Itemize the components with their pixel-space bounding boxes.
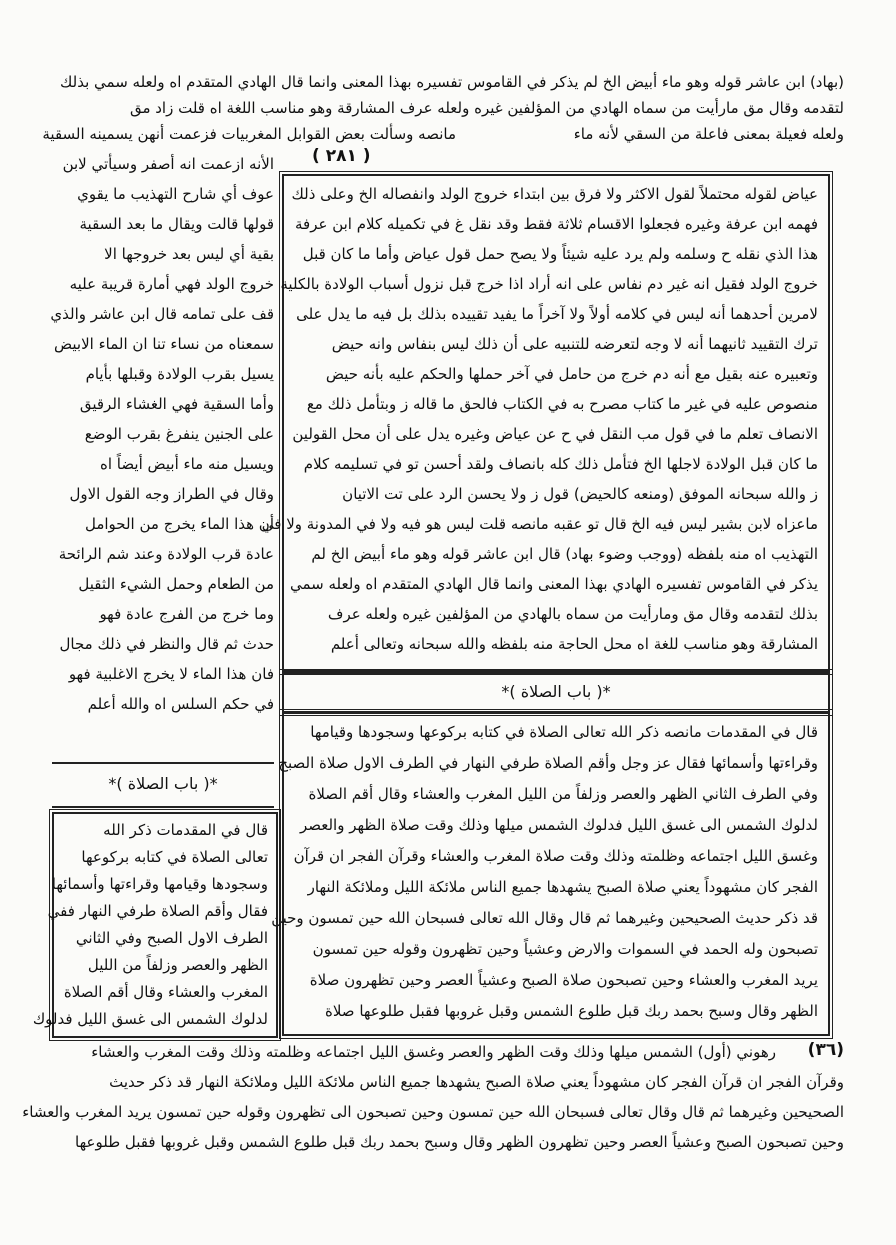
main-line: بذلك لتقدمه وقال مق ومارأيت من سماه بالهادي من المؤلفين غيره ولعله عرف (327, 605, 818, 623)
margin2-line: لدلوك الشمس الى غسق الليل فدلوك (32, 1010, 268, 1028)
margin-line: قف على تمامه قال ابن عاشر والذي (50, 305, 274, 323)
main-line: فهمه ابن عرفة وغيره فجعلوا الاقسام ثلاثة فقط وقد نقل غ في تكميله كلام ابن عرفة (295, 215, 818, 233)
top-line-4: ولعله فعيلة بمعنى فاعلة من السقي لأنه ماء (573, 125, 844, 143)
main-line: منصوص عليه في غير ما كتاب مصرح به في الكتاب فالحق ما قاله ز وبتأمل ذلك مع (306, 395, 818, 413)
margin2-line: فقال وأقم الصلاة طرفي النهار ففي (47, 902, 268, 920)
margin-line: عادة قرب الولادة وعند شم الرائحة (58, 545, 274, 563)
margin-line: قولها قالت ويقال ما بعد السقية (79, 215, 274, 233)
main2-line: الفجر كان مشهوداً يعني صلاة الصبح يشهدها جميع الناس ملائكة الليل وملائكة النهار (307, 878, 818, 896)
main-line: المشارقة وهو مناسب للغة اه محل الحاجة منه بلفظه والله سبحانه وتعالى أعلم (330, 635, 818, 653)
main-text-frame (271, 712, 830, 1036)
main-line: هذا الذي نقله ح وسلمه ولم يرد عليه شيئاً ولا يصح حمل قول عياض وأما ما كان قبل (302, 245, 818, 263)
main-line: ما كان قبل الولادة لاجلها الخ فتأمل ذلك كله بانصاف ولقد أحسن تو في تسليمه كلام (303, 455, 818, 473)
main2-line: وقراءتها وأسمائها فقال عز وجل وأقم الصلاة طرفي النهار في الطرف الاول صلاة الصبح (278, 754, 818, 772)
main2-line: قال في المقدمات مانصه ذكر الله تعالى الصلاة في كتابه بركوعها وسجودها وقيامها (310, 723, 818, 741)
margin2-line: تعالى الصلاة في كتابه بركوعها (81, 848, 268, 866)
top-line-2: لتقدمه وقال مق مارأيت من سماه الهادي من المؤلفين غيره ولعله عرف المشارقة وهو مناسب اللغة اه قلت زاد مق (129, 99, 844, 117)
margin-text-frame (32, 812, 278, 1038)
main-line: يذكر في القاموس تفسيره الهادي بهذا المعنى وانما قال الهادي المتقدم اه ولعله سمي (290, 575, 818, 593)
margin2-line: وسجودها وقيامها وقراءتها وأسمائها (51, 875, 268, 893)
margin-section-heading-box (52, 762, 274, 808)
margin-line: في حكم السلس اه والله أعلم (87, 695, 274, 713)
main-line: ترك التقييد ثانيهما أنه لا وجه لتعرضه للتنبيه على أن ذلك ليس بنفاس وانه حيض (331, 335, 818, 353)
main-line: التهذيب اه منه بلفظه (ووجب وضوء بهاد) قال ابن عاشر قوله وهو ماء أبيض الخ لم (311, 545, 818, 563)
margin2-line: الظهر والعصر وزلفاً من الليل (87, 956, 268, 974)
main-line: ز والله سبحانه الموفق (ومنعه كالحيض) قول ز ولا يحسن الرد على تت الاتيان (342, 485, 818, 503)
main-line: خروج الولد فقيل انه غير دم نفاس على انه أراد اذا خرج قبل نزول أسباب الولادة بالكلية (280, 275, 818, 293)
main-line: لامرين أحدهما أنه ليس في كلامه أولاً ولا آخراً ما يفيد تقييده بذلك بل فيه ما يدل على (296, 305, 818, 323)
margin-line: وأما السقية فهي الغشاء الرقيق (79, 395, 274, 413)
main2-line: يريد المغرب والعشاء وحين تصبحون صلاة الصبح وعشياً العصر وحين تظهرون صلاة (309, 971, 818, 989)
margin-line: عوف أي شارح التهذيب ما يقوي (77, 185, 274, 203)
margin-line: وقال في الطراز وجه القول الاول (69, 485, 274, 503)
main2-line: تصبحون وله الحمد في السموات والارض وعشياً وحين تظهرون وقوله حين تمسون (312, 940, 818, 958)
margin2-line: الطرف الاول الصبح وفي الثاني (75, 929, 268, 947)
page-number: ( ٢٨١ ) (312, 146, 371, 166)
margin-line: حدث ثم قال والنظر في ذلك مجال (59, 635, 274, 653)
margin-line: وما خرج من الفرج عادة فهو (99, 605, 274, 623)
section-title: *( باب الصلاة )* (501, 682, 611, 701)
bottom-line: وحين تصبحون الصبح وعشياً العصر وحين تظهرون الظهر وقال وسبح بحمد ربك قبل طلوع الشمس وقبل غروبها فقبل طلوعها (75, 1133, 844, 1151)
top-line-1: (بهاد) ابن عاشر قوله وهو ماء أبيض الخ لم يذكر في القاموس تفسيره بهذا المعنى وانما قال الهادي المتقدم اه ولعله سمي بذلك (60, 73, 844, 91)
margin-line: ويسيل منه ماء أبيض أيضاً اه (100, 455, 274, 473)
margin2-line: قال في المقدمات ذكر الله (103, 821, 268, 839)
bottom-page-label: (٣٦) (807, 1040, 844, 1060)
main-line: ماعزاه لابن بشير ليس فيه الخ قال تو عقبه مانصه قلت ليس هو فيه ولا في المدونة ولا في (261, 515, 818, 533)
main2-line: لدلوك الشمس الى غسق الليل فدلوك الشمس ميلها وذلك وقت صلاة الظهر والعصر (299, 816, 818, 834)
main-line: وتعبيره عنه بقيل مع أنه دم خرج من حامل في آخر حملها والحكم عليه بأنه حيض (325, 365, 818, 383)
bottom-line: الصحيحين وغيرهما ثم قال وقال تعالى فسبحان الله حين تمسون وحين تصبحون الى تظهرون وقوله حين تمسون يريد المغرب والعشاء (22, 1103, 844, 1121)
margin-line: على الجنين ينفرغ بقرب الوضع (84, 425, 274, 443)
main2-line: وفي الطرف الثاني الظهر والعصر وزلفاً من الليل المغرب والعشاء وقال أقم الصلاة (308, 785, 818, 803)
margin-line: أن هذا الماء يخرج من الحوامل (84, 515, 274, 533)
bottom-line: رهوني (أول) الشمس ميلها وذلك وقت الظهر والعصر وغسق الليل اجتماعه وظلمته وذلك وقت المغرب والعشاء (91, 1043, 776, 1061)
main-line: عياض لقوله محتملاً لقول الاكثر ولا فرق بين ابتداء خروج الولد وانفصاله الخ وعلى ذلك (291, 185, 818, 203)
section-heading-box (282, 672, 830, 713)
main2-line: الظهر وقال وسبح بحمد ربك قبل طلوع الشمس وقبل غروبها فقبل طلوعها صلاة (325, 1002, 818, 1020)
margin-line: فان هذا الماء لا يخرج الاغلبية فهو (68, 665, 274, 683)
bottom-line: وقرآن الفجر ان قرآن الفجر كان مشهوداً يعني صلاة الصبح يشهدها جميع الناس ملائكة الليل وملائكة النهار قد ذكر حديث (109, 1073, 844, 1091)
top-line-3: مانصه وسألت بعض القوابل المغربيات فزعمت أنهن يسمينه السقية (42, 125, 456, 143)
main2-line: وغسق الليل اجتماعه وظلمته وذلك وقت صلاة المغرب والعشاء وقرآن الفجر ان قرآن (293, 847, 818, 865)
margin-line: سمعناه من نساء تنا ان الماء الابيض (54, 335, 274, 353)
margin-line: بقية أي ليس بعد خروجها الا (104, 245, 274, 263)
margin-section-title: *( باب الصلاة )* (108, 774, 218, 793)
margin-line: خروج الولد فهي أمارة قريبة عليه (69, 275, 274, 293)
main-commentary-frame (261, 174, 830, 672)
margin-line: يسيل بقرب الولادة وقبلها بأيام (85, 365, 274, 383)
main2-line: قد ذكر حديث الصحيحين وغيرهما ثم قال وقال الله تعالى فسبحان الله حين تمسون وحين (271, 909, 818, 927)
main-line: الانصاف تعلم ما في قول مب النقل في ح عن عياض وغيره يدل على أن محل القولين (292, 425, 818, 443)
margin-line: الأنه ازعمت انه أصفر وسيأتي لابن (62, 155, 274, 173)
margin2-line: المغرب والعشاء وقال أقم الصلاة (63, 983, 268, 1001)
margin-line: من الطعام وحمل الشيء الثقيل (78, 575, 274, 593)
